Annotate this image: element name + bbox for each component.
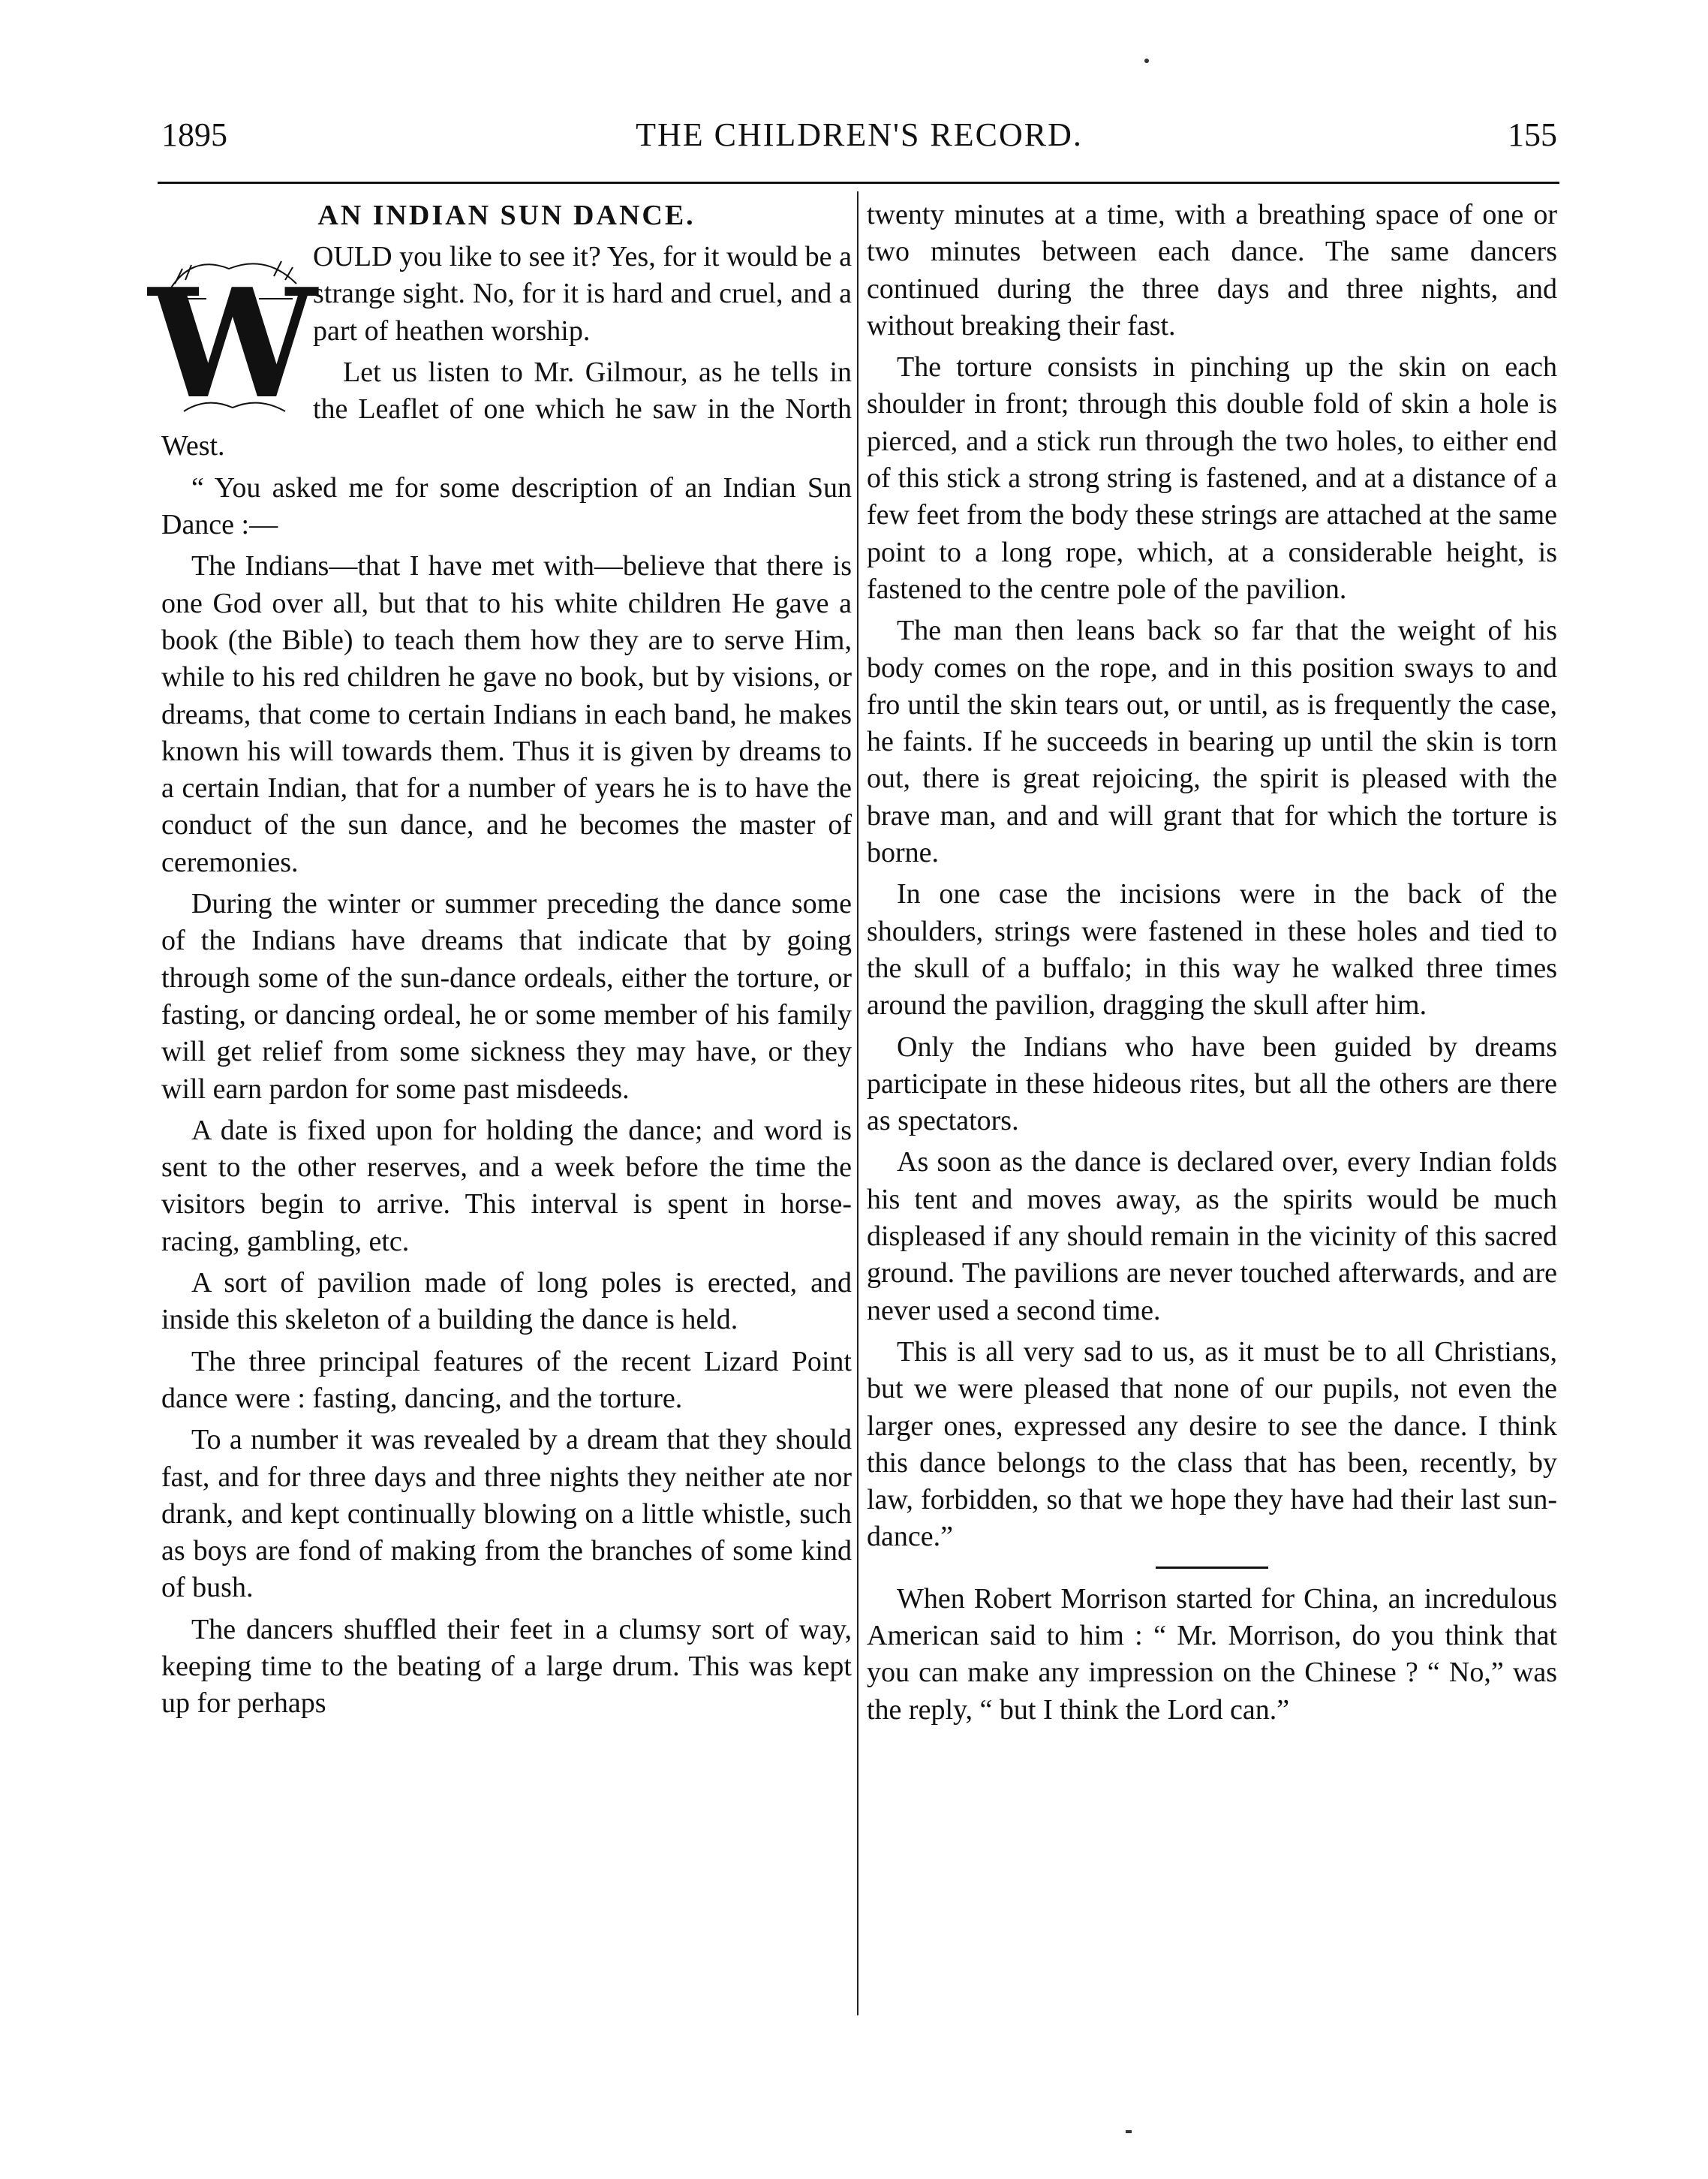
article-paragraph: To a number it was revealed by a dream that they should fast, and for three days and three nights they neither ate nor drank, and kept continually blowing on a little whistle, such as boys are fond of making from the branches of some kind of bush. bbox=[161, 1424, 852, 1604]
article-paragraph: OULD you like to see it? Yes, for it would be a strange sight. No, for it is hard and cruel, and a part of heathen worship. bbox=[313, 241, 852, 347]
article-paragraph: This is all very sad to us, as it must be to all Christians, but we were pleased that none of our pupils, not even the larger ones, expressed any desire to see the dance. I think this dance belongs to the class that has been, recently, by law, forbidden, so that we hope they have had their last sun-dance.” bbox=[867, 1335, 1557, 1553]
article-paragraph: The man then leans back so far that the weight of his body comes on the rope, and in this position sways to and fro until the skin tears out, or until, as is frequently the case, he faints. If he succeeds in bearing up until the skin is torn out, there is great rejoicing, the spirit is pleased with the brave man, and and will grant that for which the torture is borne. bbox=[867, 615, 1557, 869]
article-paragraph: During the winter or summer preceding the dance some of the Indians have dreams that indicate that by going through some of the sun-dance ordeals, either the torture, or fasting, or dancing ordeal, he or some member of his family will get relief from some sickness they may have, or they will earn pardon for some past misdeeds. bbox=[161, 888, 852, 1105]
section-separator bbox=[1156, 1567, 1268, 1569]
article-paragraph: A sort of pavilion made of long poles is erected, and inside this skeleton of a building the dance is held. bbox=[161, 1267, 852, 1336]
column-divider bbox=[857, 191, 859, 2015]
page-header bbox=[161, 113, 1557, 158]
article-paragraph: The torture consists in pinching up the skin on each shoulder in front; through this double fold of skin a hole is pierced, and a stick run through the two holes, to either end of this stick a strong string is fastened, and at a distance of a few feet from the body these strings are attached at the same point to a long rope, which, at a considerable height, is fastened to the centre pole of the pavilion. bbox=[867, 351, 1557, 605]
anecdote-paragraph: When Robert Morrison started for China, an incredulous American said to him : “ Mr. Morrison, do you think that you can make any impression on the Chinese ? “ No,” was the reply, “ but I think the Lord can.” bbox=[867, 1582, 1557, 1726]
header-title: THE CHILDREN'S RECORD. bbox=[636, 116, 1083, 153]
header-year: 1895 bbox=[161, 116, 227, 153]
dropcap-ornament-icon bbox=[148, 239, 317, 432]
article-paragraph: A date is fixed upon for holding the dance; and word is sent to the other reserves, and a week before the time the visitors begin to arrive. This interval is spent in horse-racing, gambling, etc. bbox=[161, 1114, 852, 1257]
header-page-number: 155 bbox=[1508, 116, 1557, 153]
left-column bbox=[148, 197, 852, 1727]
article-paragraph: In one case the incisions were in the back of the shoulders, strings were fastened in these holes and tied to the skull of a buffalo; in this way he walked three times around the pavilion, dragging the skull after him. bbox=[867, 878, 1557, 1022]
right-column bbox=[867, 197, 1557, 1733]
header-rule bbox=[158, 182, 1559, 184]
dropcap-initial bbox=[148, 239, 317, 432]
article-paragraph: As soon as the dance is declared over, every Indian folds his tent and moves away, as the spirits would be much displeased if any should remain in the vicinity of this sacred ground. The pavilions are never touched afterwards, and are never used a second time. bbox=[867, 1146, 1557, 1326]
article-paragraph: The Indians—that I have met with—believe that there is one God over all, but that to his white children He gave a book (the Bible) to teach them how they are to serve Him, while to his red children he gave no book, but by visions, or dreams, that come to certain Indians in each band, he makes known his will towards them. Thus it is given by dreams to a certain Indian, that for a number of years he is to have the conduct of the sun dance, and he becomes the master of ceremonies. bbox=[161, 550, 852, 878]
article-paragraph: Let us listen to Mr. Gilmour, as he tells in the Leaflet of one which he saw in the North West. bbox=[161, 356, 852, 462]
article-paragraph: twenty minutes at a time, with a breathing space of one or two minutes between each dance. The same dancers continued during the three days and three nights, and without breaking their fast. bbox=[867, 199, 1557, 342]
speck-mark bbox=[1144, 59, 1149, 63]
article-paragraph: The dancers shuffled their feet in a clumsy sort of way, keeping time to the beating of a large drum. This was kept up for perhaps bbox=[161, 1613, 852, 1720]
article-paragraph: “ You asked me for some description of an Indian Sun Dance :— bbox=[161, 471, 852, 541]
dropcap-letter: W bbox=[148, 256, 317, 432]
speck-mark bbox=[1126, 2130, 1132, 2133]
article-paragraph: The three principal features of the recent Lizard Point dance were : fasting, dancing, and the torture. bbox=[161, 1345, 852, 1414]
article-paragraph: Only the Indians who have been guided by dreams participate in these hideous rites, but all the others are there as spectators. bbox=[867, 1031, 1557, 1137]
article-title: AN INDIAN SUN DANCE. bbox=[317, 200, 696, 231]
